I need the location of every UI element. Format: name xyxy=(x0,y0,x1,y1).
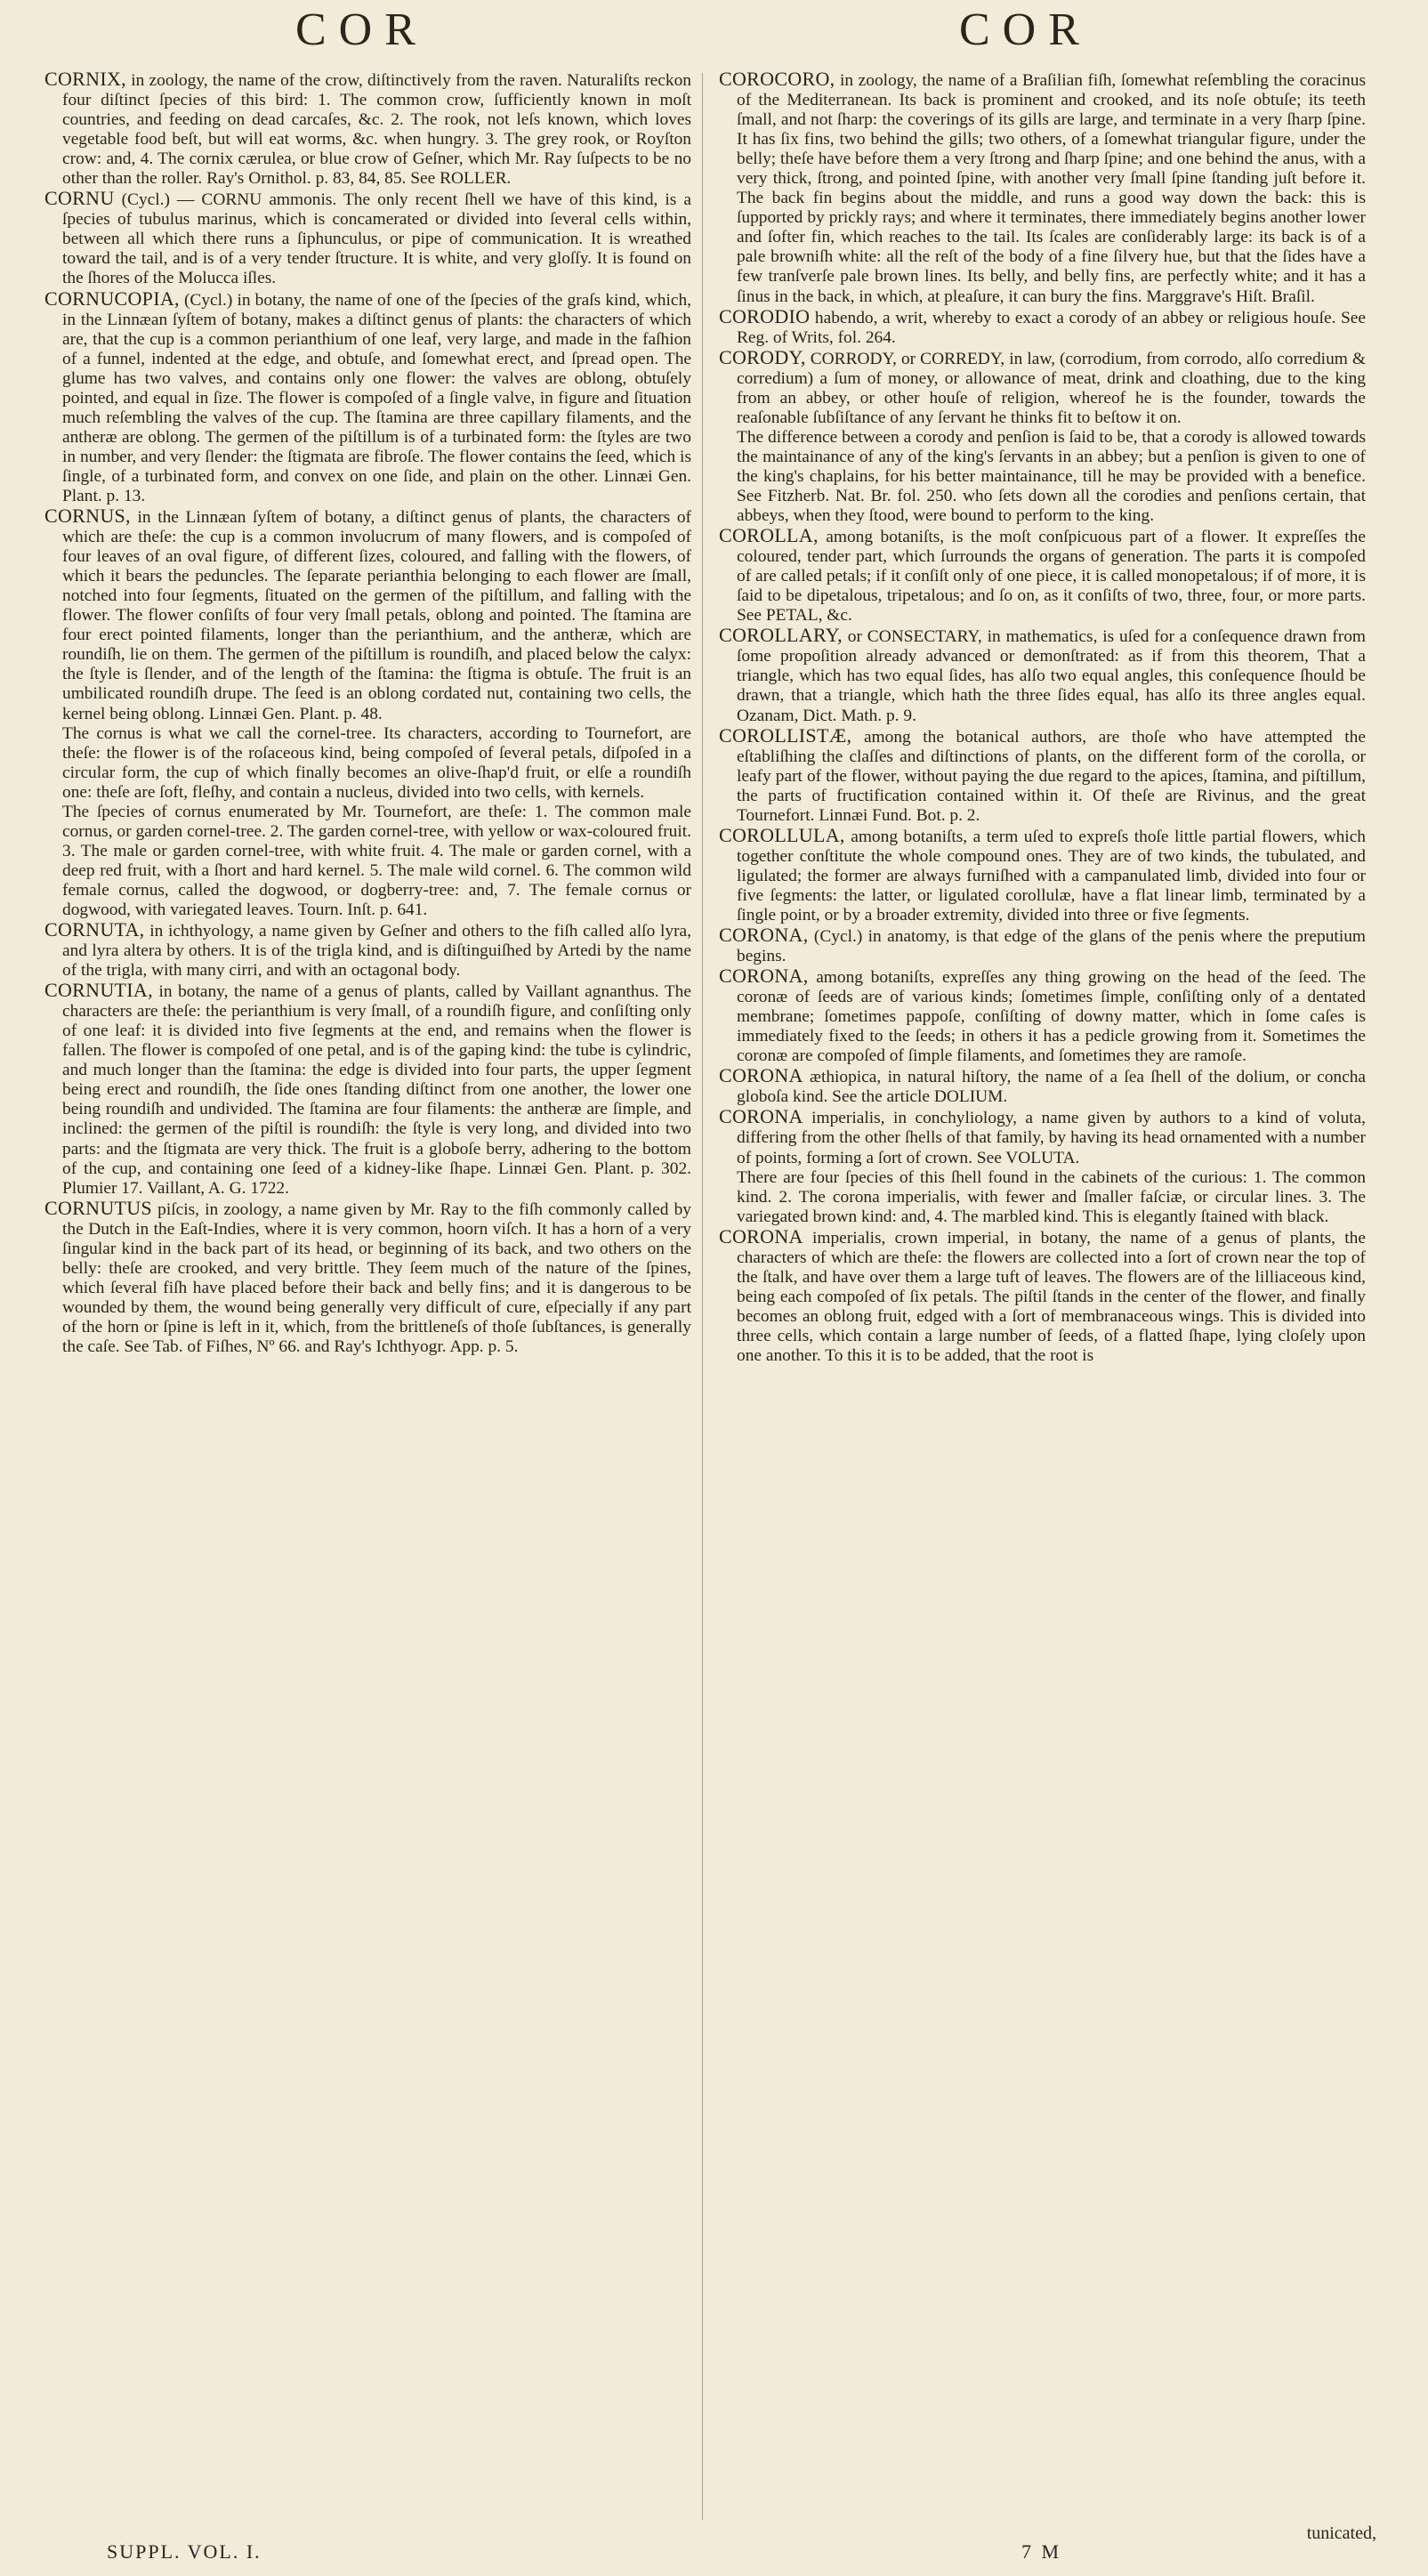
entry-headword: COROLLISTÆ, xyxy=(719,723,852,747)
dictionary-entry xyxy=(719,304,1366,348)
entry-text: (Cycl.) in botany, the name of one of the ſpecies of the graſs kind, which, in the Linnæan ſyſtem of botany, makes a diſtinct genus of plants: the characters of which are, that the cup is a common perianthium of one leaf, very large, and made in the faſhion of a funnel, indented at the edge, and obtuſe, and ſomewhat erect, and ſpread open. The glume has two valves, and contains only one flower: the valves are oblong, obtuſely pointed, and equal in ſize. The flower is compoſed of a ſingle valve, in figure and ſituation much reſembling the valves of the cup. The ſtamina are three capillary filaments, and the antheræ are oblong. The germen of the piſtillum is of a turbinated form: the ſtyles are two in number, and very ſlender: the ſtigmata are fibroſe. The flower contains the ſeed, which is ſingle, of a turbinated form, and convex on one ſide, and plain on the other. Linnæi Gen. Plant. p. 13. xyxy=(62,290,691,505)
dictionary-entry xyxy=(719,723,1366,826)
entry-text: or CONSECTARY, in mathematics, is uſed for a conſequence drawn from ſome propoſition already advanced or demonſtrated: as if from this theorem, That a triangle, which has two equal ſides, has alſo two equal angles, this conſequence ſhould be drawn, that a triangle, which hath the three ſides equal, has alſo its three angles equal. Ozanam, Dict. Math. p. 9. xyxy=(737,627,1366,725)
dictionary-entry xyxy=(719,69,1366,307)
dictionary-entry xyxy=(44,69,691,189)
left-column xyxy=(44,69,691,2525)
dictionary-entry xyxy=(44,506,691,724)
entry-headword: CORONA xyxy=(719,1105,803,1128)
entry-paragraph: The ſpecies of cornus enumerated by Mr. Tournefort, are theſe: 1. The common male cornus, or garden cornel-tree. 2. The garden cornel-tree, with yellow or wax-coloured fruit. 3. The male or garden cornel-tree, with white fruit. 4. The male or garden cornel, with a deep red fruit, with a ſhort and hard kernel. 5. The male wild cornel. 6. The common wild female cornus, called the dogwood, or dogberry-tree: and, 7. The female cornus or dogwood, with variegated leaves. Tourn. Inſt. p. 641. xyxy=(62,802,691,919)
volume-footer: SUPPL. VOL. I. xyxy=(107,2540,262,2563)
column-divider xyxy=(702,73,703,2520)
entry-headword: CORONA xyxy=(719,1224,803,1248)
entry-paragraph: There are four ſpecies of this ſhell found in the cabinets of the curious: 1. The common kind. 2. The corona imperialis, with fewer and ſmaller faſciæ, or circular lines. 3. The variegated brown kind: and, 4. The marbled kind. This is elegantly ſtained with black. xyxy=(737,1167,1366,1226)
entry-text: (Cycl.) — CORNU ammonis. The only recent ſhell we have of this kind, is a ſpecies of tubulus marinus, which is concamerated or divided into ſeveral cells within, between all which there runs a ſiphunculus, or pipe of communication. It is wreathed toward the tail, and is of a very tender ſtructure. It is white, and very gloſſy. It is found on the ſhores of the Molucca iſles. xyxy=(62,190,691,288)
dictionary-entry xyxy=(719,823,1366,925)
entry-headword: CORNUTUS xyxy=(44,1196,152,1219)
entry-text: æthiopica, in natural hiſtory, the name of a ſea ſhell of the dolium, or concha globoſa kind. See the article DOLIUM. xyxy=(737,1068,1366,1107)
entry-text: imperialis, crown imperial, in botany, the name of a genus of plants, the characters of which are theſe: the flowers are collected into a ſort of crown near the top of the ſtalk, and have over them a large tuft of leaves. The flowers are of the lilliaceous kind, being each compoſed of ſix petals. The piſtil ſtands in the center of the flower, and finally becomes an oblong fruit, edged with a ſort of membranaceous wings. This is divided into three cells, which contain a large number of ſeeds, of a flatted ſhape, lying cloſely upon one another. To this it is to be added, that the root is xyxy=(737,1228,1366,1365)
catchword: tunicated, xyxy=(1306,2524,1376,2543)
entry-text: in the Linnæan ſyſtem of botany, a diſtinct genus of plants, the characters of which are theſe: the cup is a common involucrum of many flowers, and is compoſed of four leaves of an oval figure, of different ſizes, coloured, and falling with the flowers, of which it bears the peduncles. The ſeparate perianthia belonging to each flower are ſmall, notched into four ſegments, ſituated on the germen of the piſtillum, and falling with the flower. The flower conſiſts of four very ſmall petals, oblong and pointed. The ſtamina are four erect pointed filaments, longer than the perianthium, and the antheræ, which are roundiſh, lie on them. The germen of the piſtillum is roundiſh, and placed below the calyx: the ſtyle is ſlender, and of the length of the ſtamina: the ſtigma is obtuſe. The fruit is an umbilicated roundiſh drupe. The ſeed is an oblong cordated nut, containing two cells, the kernel being oblong. Linnæi Gen. Plant. p. 48. xyxy=(62,508,691,723)
running-head-left: COR xyxy=(295,4,428,55)
dictionary-entry xyxy=(44,189,691,288)
running-head-right: COR xyxy=(959,4,1092,55)
entry-headword: CORNUTA, xyxy=(44,918,145,941)
entry-text: in botany, the name of a genus of plants, called by Vaillant agnanthus. The characters are theſe: the perianthium is very ſmall, of a roundiſh figure, and conſiſting only of one leaf: it is divided into five ſegments at the end, and remains when the flower is fallen. The flower is compoſed of one petal, and is of the gaping kind: the tube is cylindric, and much longer than the ſtamina: the edge is divided into four parts, the upper ſegment being erect and roundiſh, the ſide ones ſtanding diſtinct from one another, the lower one being roundiſh and undivided. The ſtamina are four filaments: the antheræ are ſimple, and inclined: the germen of the piſtil is roundiſh: the ſtyle is very long, and divided into two parts: and the ſtigmata are very thick. The fruit is a globoſe berry, adhering to the bottom of the cup, and containing one ſeed of a kidney-like ſhape. Linnæi Gen. Plant. p. 302. Plumier 17. Vaillant, A. G. 1722. xyxy=(62,982,691,1198)
dictionary-entry xyxy=(719,1066,1366,1107)
dictionary-entry xyxy=(44,981,691,1199)
entry-text: among botaniſts, a term uſed to expreſs thoſe little partial flowers, which together conſtitute the whole compound ones. They are of two kinds, the tubulated, and ligulated; the former are always furniſhed with a campanulated limb, divided into four or five ſegments: the latter, or ligulated corollulæ, have a flat linear limb, terminated by a ſingle point, or by a broader extremity, divided into three or five ſegments. xyxy=(737,827,1366,925)
entry-text: among the botanical authors, are thoſe who have attempted the eſtabliſhing the claſſes and diſtinctions of plants, on the different form of the corolla, or leafy part of the flower, without paying the due regard to the apices, ſtamina, and piſtillum, the parts of fructification contained within it. Of theſe are Rivinus, and the great Tournefort. Linnæi Fund. Bot. p. 2. xyxy=(737,727,1366,825)
entry-text: piſcis, in zoology, a name given by Mr. Ray to the fiſh commonly called by the Dutch in the Eaſt-Indies, where it is very common, hoorn viſch. It has a horn of a very ſingular kind in the back part of its head, or beginning of its back, and two others on the belly: theſe are crooked, and very brittle. They ſeem much of the nature of the ſpines, which ſeveral fiſh have placed before their back and belly fins; and it is dangerous to be wounded by them, the wound being generally very difficult of cure, eſpecially if any part of the horn or ſpine is left in it, which, from the brittleneſs of thoſe ſubſtances, is generally the caſe. See Tab. of Fiſhes, Nº 66. and Ray's Ichthyogr. App. p. 5. xyxy=(62,1199,691,1356)
entry-headword: COROLLARY, xyxy=(719,624,843,647)
entry-headword: CORNU xyxy=(44,187,115,210)
entry-text: CORRODY, or CORREDY, in law, (corrodium, from corrodo, alſo corredium & corredium) a ſum of money, or allowance of meat, drink and cloathing, due to the king from an abbey, or other houſe of religion, whereof he is the founder, towards the reaſonable ſubſiſtance of any ſervant he thinks fit to beſtow it on. xyxy=(737,349,1366,427)
entry-text: (Cycl.) in anatomy, is that edge of the glans of the penis where the preputium begins. xyxy=(737,927,1366,966)
dictionary-entry xyxy=(719,925,1366,966)
entry-headword: CORNUS, xyxy=(44,505,131,528)
entry-headword: CORNIX, xyxy=(44,69,126,90)
dictionary-entry xyxy=(719,966,1366,1066)
right-column xyxy=(719,69,1366,2525)
dictionary-entry xyxy=(719,1107,1366,1167)
entry-headword: COROLLA, xyxy=(719,524,819,547)
entry-headword: CORONA, xyxy=(719,965,809,988)
dictionary-entry xyxy=(719,1224,1366,1366)
entry-text: in zoology, the name of a Braſilian fiſh, ſomewhat reſembling the coracinus of the Mediterranean. Its back is prominent and crooked, and its noſe obtuſe; its teeth ſmall, and not ſharp: the coverings of its gills are large, and terminate in a very ſharp ſpine. It has ſix fins, two behind the gills; two others, of a ſomewhat triangular figure, under the belly; theſe have before them a very ſtrong and ſharp ſpine; and one behind the anus, with a very thick, ſtrong, and pointed ſpine, with another very ſmall ſpine ſtanding juſt before it. The back fin begins about the middle, and runs a good way down the back: this is ſupported by prickly rays; and where it terminates, there immediately begins another lower and ſofter fin, which reaches to the tail. Its ſcales are conſiderably large: its back is of a pale browniſh white: all the reſt of the body of a fine ſilvery hue, but that the ſides have a few tranſverſe pale brown lines. Its belly, and belly fins, are perfectly white; and it has a ſinus in the back, in which, at pleaſure, it can bury the fins. Marggrave's Hiſt. Braſil. xyxy=(737,71,1366,306)
entry-paragraph: The difference between a corody and penſion is ſaid to be, that a corody is allowed towards the maintainance of any of the king's ſervants in an abbey; but a penſion is given to one of the king's chaplains, for his better maintainance, till he may be provided with a benefice. See Fitzherb. Nat. Br. fol. 250. who ſets down all the corodies and penſions certain, that abbeys, when they ſtood, were bound to perform to the king. xyxy=(737,427,1366,526)
entry-headword: COROCORO, xyxy=(719,69,835,90)
entry-paragraph: The cornus is what we call the cornel-tree. Its characters, according to Tournefort, are theſe: the flower is of the roſaceous kind, being compoſed of ſeveral petals, diſpoſed in a circular form, the cup of which finally becomes an olive-ſhap'd fruit, or elſe a roundiſh one: theſe are ſoft, fleſhy, and contain a nucleus, divided into two cells, with kernels. xyxy=(62,723,691,802)
dictionary-entry xyxy=(719,526,1366,626)
dictionary-entry xyxy=(719,626,1366,725)
entry-text: among botaniſts, expreſſes any thing growing on the head of the ſeed. The coronæ of ſeeds are of various kinds; ſometimes ſimple, conſiſting only of a dentated membrane; ſometimes pappoſe, conſiſting of downy matter, which in ſome caſes is immediately fixed to the ſeeds; in others it has a pedicle growing from it. Sometimes the coronæ are compoſed of ſimple filaments, and ſometimes they are ramoſe. xyxy=(737,968,1366,1066)
entry-headword: CORODY, xyxy=(719,345,806,368)
entry-text: among botaniſts, is the moſt conſpicuous part of a flower. It expreſſes the coloured, tender part, which ſurrounds the organs of generation. The parts it is compoſed of are called petals; if it conſiſt only of one piece, it is called monopetalous; if of more, it is ſaid to be dipetalous, tripetalous; and ſo on, as it conſiſts of two, three, four, or more parts. See PETAL, &c. xyxy=(737,528,1366,626)
entry-text: in ichthyology, a name given by Geſner and others to the fiſh called alſo lyra, and lyra altera by others. It is of the trigla kind, and is diſtinguiſhed by Artedi by the name of the trigla, with many cirri, and with an octagonal body. xyxy=(62,922,691,981)
entry-headword: CORNUCOPIA, xyxy=(44,287,180,310)
entry-text: imperialis, in conchyliology, a name given by authors to a kind of voluta, differing from the other ſhells of that family, by having its head ornamented with a number of points, forming a ſort of crown. See VOLUTA. xyxy=(737,1109,1366,1167)
entry-headword: CORONA xyxy=(719,1064,803,1087)
dictionary-entry xyxy=(44,289,691,507)
entry-text: in zoology, the name of the crow, diſtinctively from the raven. Naturaliſts reckon four diſtinct ſpecies of this bird: 1. The common crow, ſufficiently known in moſt countries, and feeding on dead carcaſes, &c. 2. The rook, not leſs known, which loves vegetable food beſt, but will eat worms, &c. when hungry. 3. The grey rook, or Royſton crow: and, 4. The cornix cærulea, or blue crow of Geſner, which Mr. Ray ſuſpects to be no other than the roller. Ray's Ornithol. p. 83, 84, 85. See ROLLER. xyxy=(62,71,691,189)
entry-headword: CORONA, xyxy=(719,924,809,947)
entry-headword: COROLLULA, xyxy=(719,823,845,846)
dictionary-entry xyxy=(44,1196,691,1357)
dictionary-entry xyxy=(719,345,1366,428)
entry-headword: CORNUTIA, xyxy=(44,979,153,1002)
entry-headword: CORODIO xyxy=(719,304,811,327)
dictionary-entry xyxy=(44,920,691,981)
entry-text: habendo, a writ, whereby to exact a corody of an abbey or religious houſe. See Reg. of Writs, fol. 264. xyxy=(737,308,1366,347)
signature-mark: 7 M xyxy=(1021,2540,1062,2563)
